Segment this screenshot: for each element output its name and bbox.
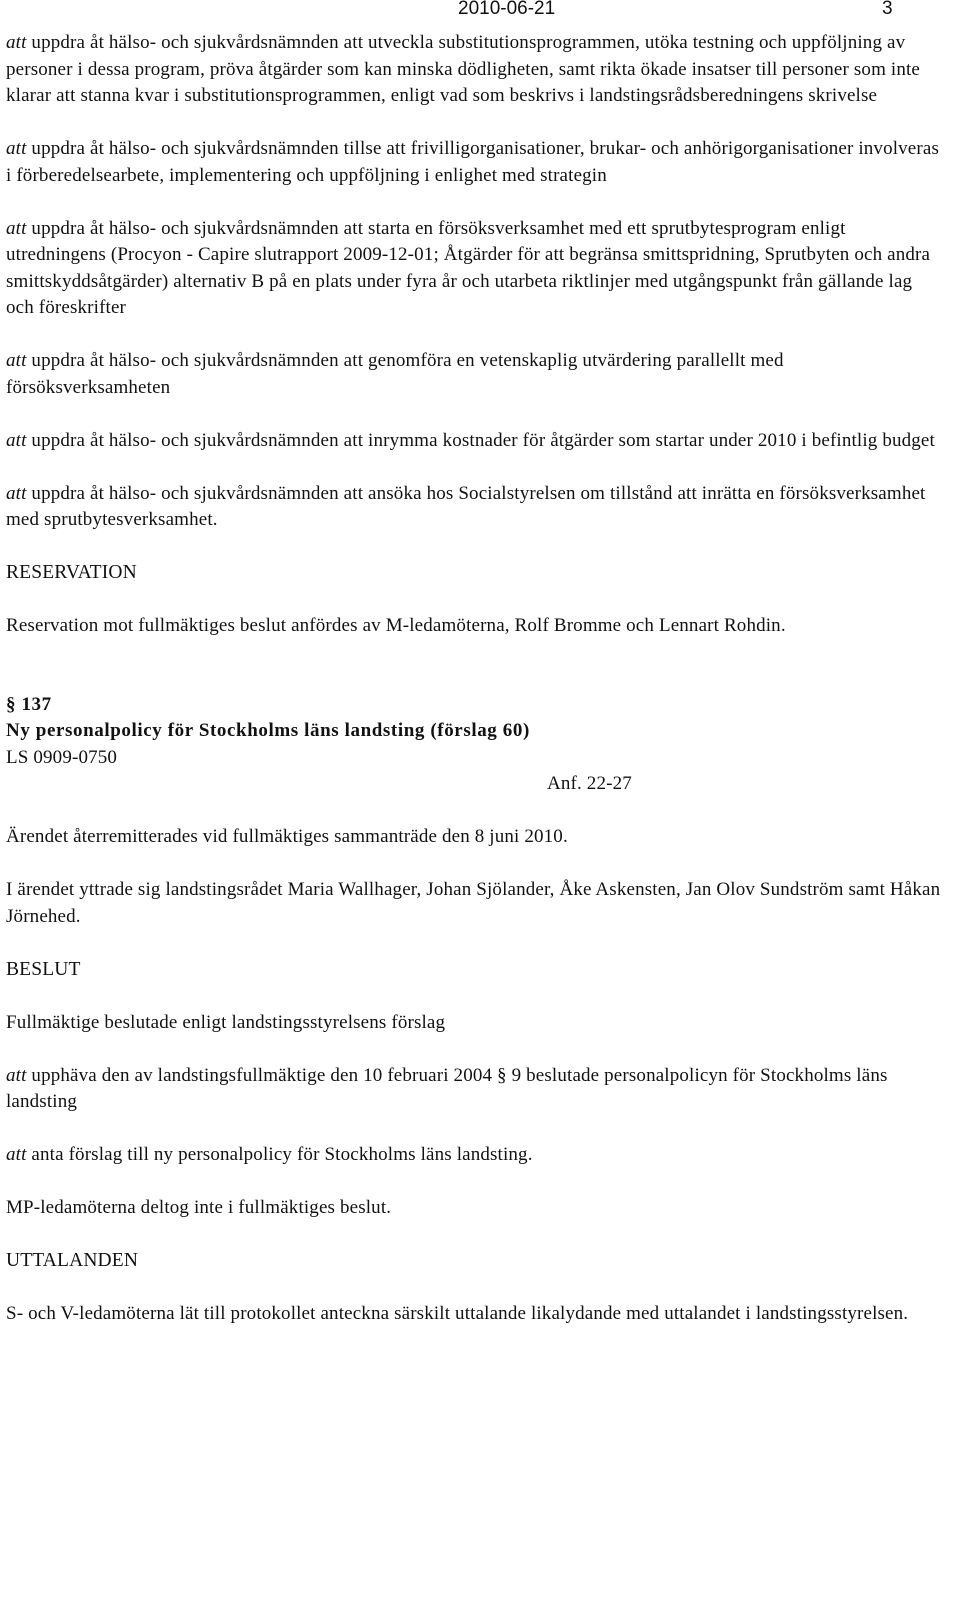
reservation-text: Reservation mot fullmäktiges beslut anfördes av M-ledamöterna, Rolf Bromme och Lennart Rohdin.	[6, 615, 786, 636]
reservation-heading: RESERVATION	[6, 562, 137, 583]
case-reference: LS 0909-0750	[6, 746, 118, 768]
decision-text: uppdra åt hälso- och sjukvårdsnämnden att ansöka hos Socialstyrelsen om tillstånd att inrätta en försöksverksamhet med sprutbytesverksamhet.	[6, 482, 926, 530]
att-keyword: att	[6, 1144, 27, 1165]
annex-reference: Anf. 22-27	[547, 773, 632, 794]
decision-text: anta förslag till ny personalpolicy för Stockholms läns landsting.	[31, 1144, 533, 1165]
header-date: 2010-06-21	[458, 0, 556, 19]
att-keyword: att	[6, 1064, 27, 1086]
decision-item	[6, 136, 941, 189]
uttalanden-text: S- och V-ledamöterna lät till protokollet anteckna särskilt uttalande likalydande med uttalandet i landstingsstyrelsen.	[6, 1303, 909, 1324]
section-title: Ny personalpolicy för Stockholms läns landsting (förslag 60)	[6, 720, 530, 741]
att-keyword: att	[6, 429, 27, 451]
document-body	[6, 30, 941, 1328]
decision-item	[6, 428, 941, 455]
page-header	[0, 0, 960, 24]
decision-item	[6, 1142, 941, 1169]
att-keyword: att	[6, 217, 27, 239]
decision-text: upphäva den av landstingsfullmäktige den 10 februari 2004 § 9 beslutade personalpolicyn för Stockholms läns landsting	[6, 1064, 888, 1112]
decision-text: uppdra åt hälso- och sjukvårdsnämnden att starta en försöksverksamhet med ett sprutbytesprogram enligt utredningens (Procyon - Capire slutrapport 2009-12-01; Åtgärder för att begränsa smittspridning, Sprutbyten och andra smittskyddsåtgärder) alternativ B på en plats under fyra år och utarbeta riktlinjer med utgångspunkt från gällande lag och föreskrifter	[6, 217, 931, 318]
decision-item	[6, 30, 941, 110]
decision-item	[6, 216, 941, 322]
att-keyword: att	[6, 482, 27, 504]
beslut-heading: BESLUT	[6, 958, 81, 980]
decision-text: uppdra åt hälso- och sjukvårdsnämnden att utveckla substitutionsprogrammen, utöka testning och uppföljning av personer i dessa program, pröva åtgärder som kan minska dödligheten, samt rikta ökade insatser till personer som inte klarar att stanna kvar i substitutionsprogrammen, enligt vad som beskrivs i landstingsrådsberedningens skrivelse	[6, 32, 921, 106]
section-number: § 137	[6, 693, 52, 715]
decision-item	[6, 1063, 941, 1116]
page-number: 3	[882, 0, 893, 19]
decision-text: uppdra åt hälso- och sjukvårdsnämnden tillse att frivilligorganisationer, brukar- och anhörigorganisationer involveras i förberedelsearbete, implementering och uppföljning i enlighet med strategin	[6, 138, 939, 186]
beslut-intro: Fullmäktige beslutade enligt landstingsstyrelsens förslag	[6, 1011, 446, 1033]
decision-text: uppdra åt hälso- och sjukvårdsnämnden att inrymma kostnader för åtgärder som startar under 2010 i befintlig budget	[31, 429, 935, 451]
decision-item	[6, 348, 941, 401]
section-text: I ärendet yttrade sig landstingsrådet Maria Wallhager, Johan Sjölander, Åke Askensten, Jan Olov Sundström samt Håkan Jörnehed.	[6, 879, 941, 927]
att-keyword: att	[6, 138, 27, 159]
decision-item	[6, 481, 941, 534]
att-keyword: att	[6, 32, 27, 53]
section-137	[6, 692, 941, 931]
beslut-note: MP-ledamöterna deltog inte i fullmäktiges beslut.	[6, 1197, 392, 1218]
section-text: Ärendet återremitterades vid fullmäktiges sammanträde den 8 juni 2010.	[6, 826, 568, 847]
decision-text: uppdra åt hälso- och sjukvårdsnämnden att genomföra en vetenskaplig utvärdering parallellt med försöksverksamheten	[6, 350, 784, 398]
uttalanden-heading: UTTALANDEN	[6, 1250, 139, 1271]
att-keyword: att	[6, 350, 27, 371]
